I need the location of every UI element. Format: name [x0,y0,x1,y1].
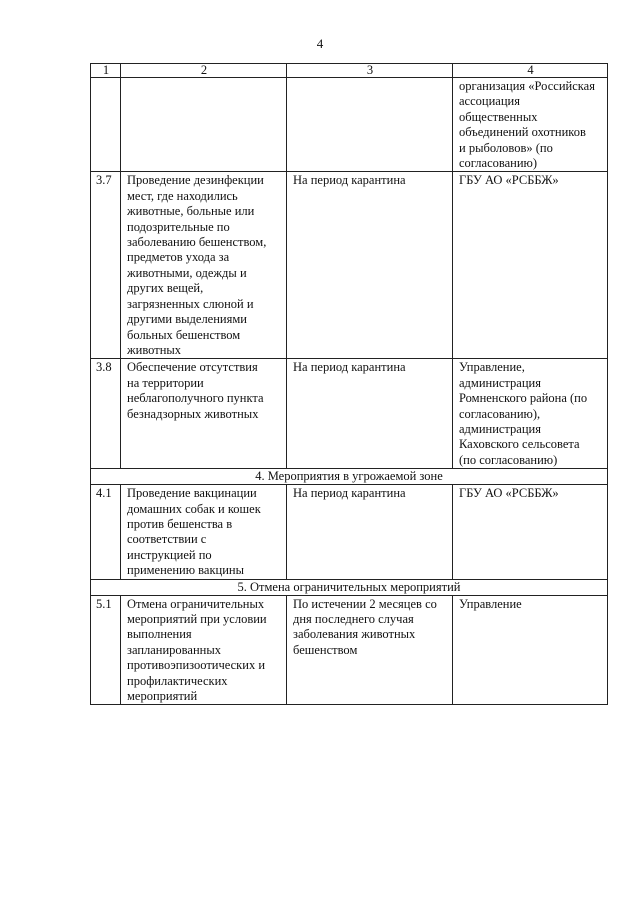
row-number-cell: 3.8 [91,359,121,469]
period-cell: На период карантина [287,359,453,469]
action-cell [121,78,287,172]
header-col-3: 3 [287,64,453,78]
table-row [91,595,608,705]
section-title: 4. Мероприятия в угрожаемой зоне [91,469,608,485]
period-cell [287,78,453,172]
row-number-cell: 4.1 [91,485,121,579]
section-heading-row [91,579,608,595]
section-heading-row [91,469,608,485]
responsible-cell: ГБУ АО «РСББЖ» [453,485,608,579]
header-col-1: 1 [91,64,121,78]
row-number-cell: 3.7 [91,172,121,359]
table-body [91,78,608,705]
action-cell: Отмена ограничительных мероприятий при условии выполнения запланированных противоэпизоотических и профилактических мероприятий [121,595,287,705]
table-row [91,485,608,579]
period-cell: По истечении 2 месяцев со дня последнего случая заболевания животных бешенством [287,595,453,705]
action-cell: Проведение дезинфекции мест, где находились животные, больные или подозрительные по заболеванию бешенством, предметов ухода за животными, одежды и других вещей, загрязненных слюной и другими выделениями больных бешенством животных [121,172,287,359]
responsible-cell: Управление [453,595,608,705]
row-number-cell: 5.1 [91,595,121,705]
responsible-cell: организация «Российская ассоциация общественных объединений охотников и рыболовов» (по согласованию) [453,78,608,172]
table-row [91,172,608,359]
page-number: 4 [316,36,324,51]
section-title: 5. Отмена ограничительных мероприятий [91,579,608,595]
action-cell: Обеспечение отсутствия на территории неблагополучного пункта безнадзорных животных [121,359,287,469]
header-row [91,64,608,78]
responsible-cell: Управление, администрация Ромненского района (по согласованию), администрация Каховского сельсовета (по согласованию) [453,359,608,469]
action-cell: Проведение вакцинации домашних собак и кошек против бешенства в соответствии с инструкцией по применению вакцины [121,485,287,579]
table-row [91,359,608,469]
responsible-cell: ГБУ АО «РСББЖ» [453,172,608,359]
table-row [91,78,608,172]
period-cell: На период карантина [287,485,453,579]
period-cell: На период карантина [287,172,453,359]
header-col-4: 4 [453,64,608,78]
row-number-cell [91,78,121,172]
header-col-2: 2 [121,64,287,78]
measures-table [90,63,608,705]
